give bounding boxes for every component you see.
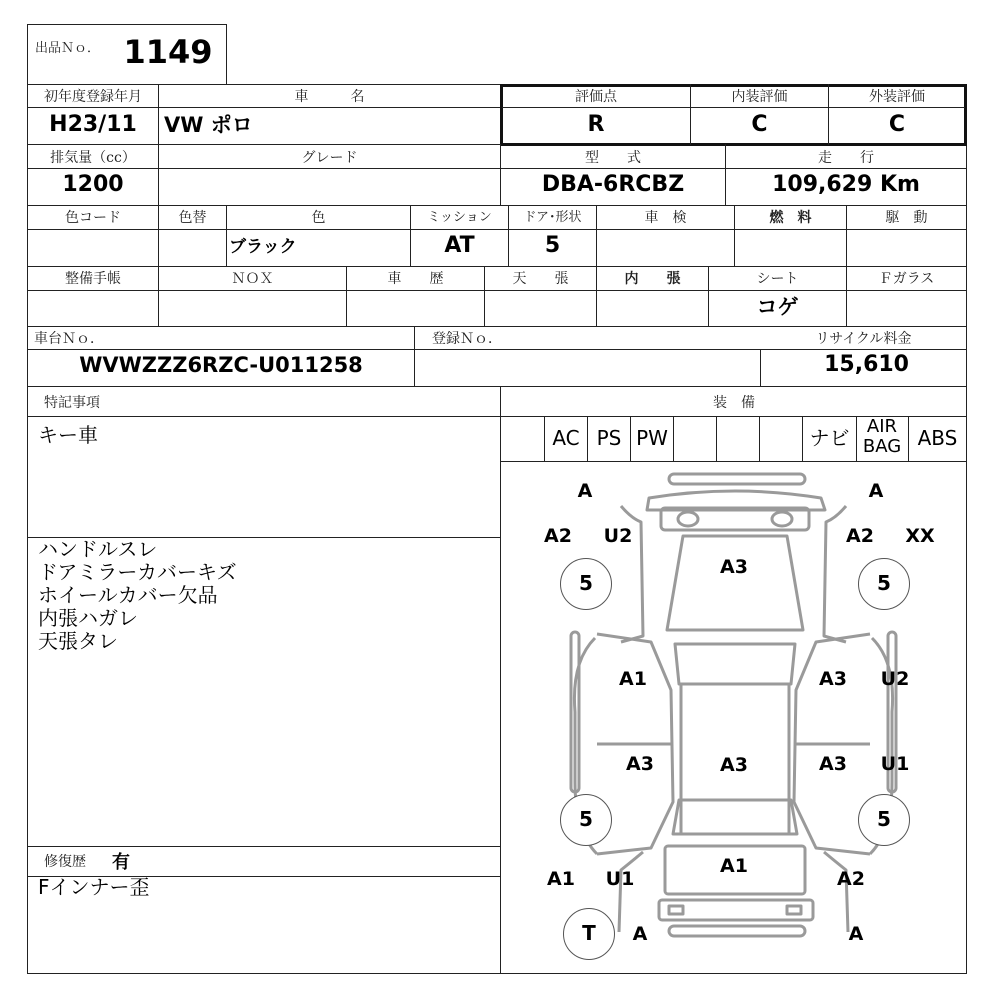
car-name-label: 車 名	[294, 89, 365, 105]
damage-rear-left: A	[632, 923, 648, 945]
notes-label: 特記事項	[44, 395, 100, 411]
damage-fender-fl: A2	[544, 525, 572, 547]
mileage-label: 走 行	[818, 150, 874, 166]
displacement-value: 1200	[62, 172, 124, 197]
repaint-label: 色替	[178, 210, 207, 226]
exterior-eval-value: C	[888, 112, 906, 137]
damage-quarter-rr: A2	[837, 868, 865, 890]
exterior-eval-label: 外装評価	[869, 89, 925, 105]
equipment-label: 装 備	[713, 395, 755, 411]
repair-history-label: 修復歴	[44, 854, 86, 870]
damage-rear-right: A	[848, 923, 864, 945]
note-line: ホイールカバー欠品	[38, 583, 218, 607]
wheel-rear-right: 5	[858, 794, 910, 846]
hood-shape	[667, 536, 803, 630]
damage-hood: A3	[720, 556, 748, 578]
note-line: 内張ハガレ	[38, 606, 138, 630]
first-reg-label: 初年度登録年月	[44, 89, 142, 105]
equipment-abs: ABS	[917, 426, 958, 450]
notes-list	[38, 538, 237, 653]
color-value: ブラック	[229, 237, 297, 257]
interior-trim-label: 内 張	[624, 271, 681, 287]
grade-label: グレード	[301, 150, 358, 166]
first-reg-value: H23/11	[49, 112, 137, 137]
wheel-front-left: 5	[560, 558, 612, 610]
damage-pillar-fl: U2	[603, 525, 633, 547]
chassis-label: 車台Ｎｏ．	[34, 331, 104, 347]
mileage-value: 109,629 Km	[772, 172, 920, 197]
wheel-front-right: 5	[858, 558, 910, 610]
lot-number: 1149	[123, 33, 213, 71]
equipment-ac: AC	[552, 426, 580, 450]
transmission-value: AT	[444, 233, 475, 258]
equipment-airbag: AIR BAG	[862, 416, 902, 457]
recycle-label: リサイクル料金	[815, 331, 912, 347]
reg-no-label: 登録Ｎｏ．	[432, 331, 502, 347]
interior-eval-label: 内装評価	[731, 89, 788, 105]
recycle-value: 15,610	[824, 352, 909, 377]
inspection-label: 車 検	[644, 210, 687, 226]
damage-fender-fr: A2	[846, 525, 874, 547]
note-line: ドアミラーカバーキズ	[38, 560, 237, 584]
damage-roof: A3	[720, 754, 748, 776]
wheel-rear-left: 5	[560, 794, 612, 846]
damage-pillar-fr: XX	[905, 525, 935, 547]
note-line: 天張タレ	[38, 629, 118, 653]
damage-pillar-rl: U1	[605, 868, 635, 890]
front-bumper-shape	[669, 474, 805, 484]
door-label: ドア･形状	[523, 210, 582, 225]
history-label: 車 歴	[387, 271, 444, 287]
fuel-label: 燃 料	[769, 210, 812, 226]
equipment-ps: PS	[596, 426, 622, 450]
damage-door-rr: A3	[819, 753, 847, 775]
damage-trunk: A1	[720, 855, 748, 877]
spare-tire: T	[563, 908, 615, 960]
nox-label: ＮＯＸ	[231, 271, 274, 287]
damage-door-rl: A3	[626, 753, 654, 775]
repair-history-value: 有	[112, 852, 130, 873]
door-value: 5	[544, 233, 561, 258]
glass-label: Ｆガラス	[878, 271, 935, 287]
damage-quarter-rl: A1	[547, 868, 575, 890]
transmission-label: ミッション	[427, 210, 492, 225]
model-value: DBA-6RCBZ	[541, 172, 685, 197]
damage-front-left: A	[577, 480, 593, 502]
interior-eval-value: C	[751, 112, 768, 137]
maintenance-label: 整備手帳	[65, 271, 121, 287]
damage-front-right: A	[868, 480, 884, 502]
damage-door-fr: A3	[819, 668, 847, 690]
repair-note: Fインナー歪	[38, 875, 150, 899]
notes-top: キー車	[38, 423, 98, 447]
car-name-value: VW ポロ	[164, 113, 253, 137]
score-label: 評価点	[575, 89, 617, 105]
equipment-pw: PW	[636, 426, 668, 450]
windshield-shape	[675, 644, 795, 684]
seat-value: コゲ	[756, 295, 799, 319]
chassis-value: WVWZZZ6RZC-U011258	[79, 353, 363, 377]
model-label: 型 式	[585, 150, 641, 166]
rear-window-shape	[673, 800, 797, 834]
equipment-navi: ナビ	[809, 426, 850, 450]
lot-label: 出品Ｎｏ．	[35, 41, 101, 56]
score-value: R	[587, 112, 605, 137]
seat-label: シート	[756, 271, 799, 287]
displacement-label: 排気量（cc）	[50, 150, 136, 166]
note-line: ハンドルスレ	[38, 537, 158, 561]
roof-label: 天 張	[512, 271, 569, 287]
damage-side-fr: U2	[880, 668, 910, 690]
color-label: 色	[311, 210, 326, 226]
damage-door-fl: A1	[619, 668, 647, 690]
drive-label: 駆 動	[885, 210, 928, 226]
damage-side-rr: U1	[880, 753, 910, 775]
color-code-label: 色コード	[65, 210, 121, 226]
